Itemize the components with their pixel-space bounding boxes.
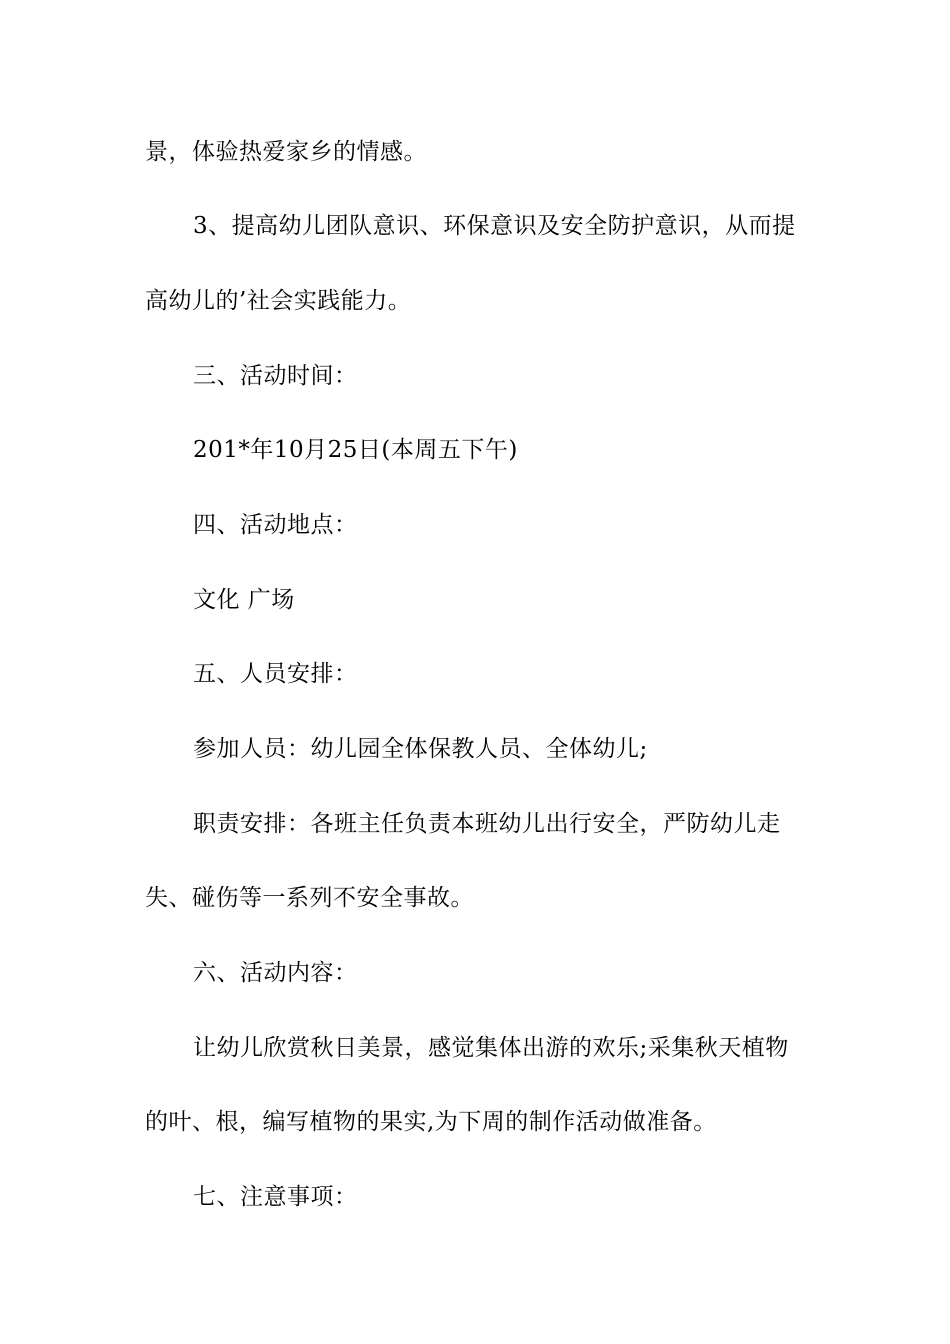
section-heading: 六、活动内容：	[193, 960, 358, 986]
text-line: 高幼儿的’社会实践能力。	[145, 288, 412, 314]
text-line: 3、提高幼儿团队意识、环保意识及安全防护意识，从而提	[193, 213, 796, 239]
text-line: 201*年10月25日(本周五下午)	[193, 437, 518, 463]
text-line: 失、碰伤等一系列不安全事故。	[145, 885, 474, 911]
section-heading: 五、人员安排：	[193, 661, 358, 687]
text-line: 文化 广场	[193, 587, 295, 613]
text-line: 的叶、根，编写植物的果实,为下周的制作活动做准备。	[145, 1109, 717, 1135]
text-line: 让幼儿欣赏秋日美景，感觉集体出游的欢乐;采集秋天植物	[193, 1035, 789, 1061]
section-heading: 七、注意事项：	[193, 1184, 358, 1210]
text-line: 参加人员：幼儿园全体保教人员、全体幼儿;	[193, 736, 648, 762]
text-line: 景，体验热爱家乡的情感。	[145, 139, 427, 165]
section-heading: 四、活动地点：	[193, 512, 358, 538]
section-heading: 三、活动时间：	[193, 363, 358, 389]
text-line: 职责安排：各班主任负责本班幼儿出行安全，严防幼儿走	[193, 811, 781, 837]
